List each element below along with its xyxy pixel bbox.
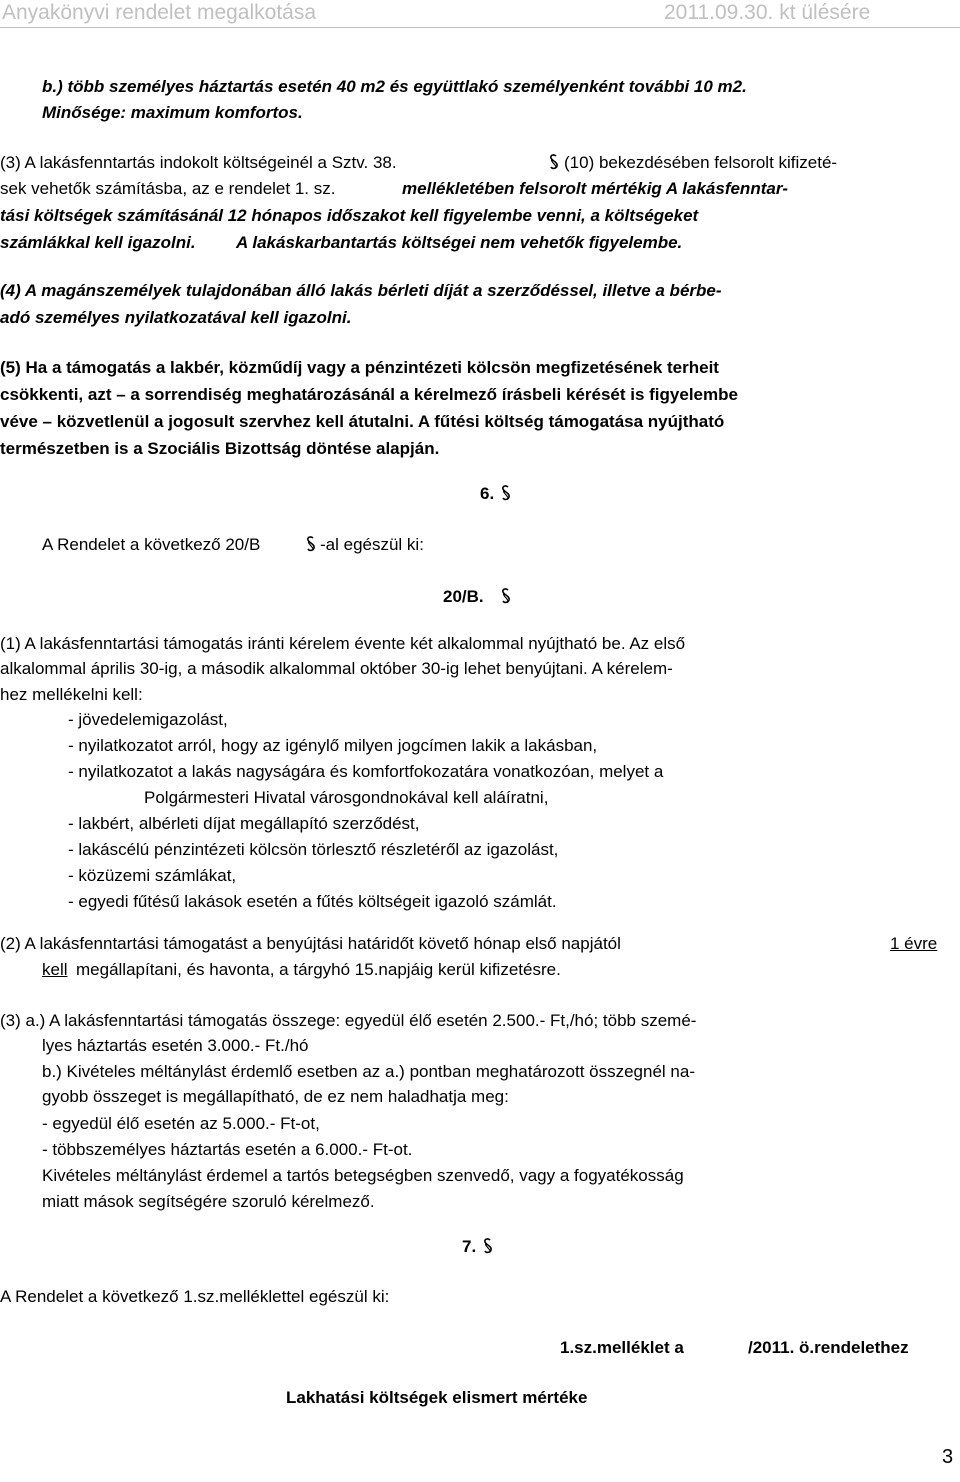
p20b-1-line-2: alkalommal április 30-ig, a második alkalommal október 30-ig lehet benyújtani. A kérelem- xyxy=(0,659,673,678)
paragraph-3-line-3: tási költségek számításánál 12 hónapos időszakot kell figyelembe venni, a költségeket xyxy=(0,206,699,225)
annex-title-a: 1.sz.melléklet a xyxy=(560,1338,684,1357)
paragraph-3-line-2a: sek vehetők számításba, az e rendelet 1. sz. xyxy=(0,179,336,198)
p20b-3-line-5: - egyedül élő esetén az 5.000.- Ft-ot, xyxy=(42,1114,320,1133)
p20b-3-line-6: - többszemélyes háztartás esetén a 6.000.- Ft-ot. xyxy=(42,1140,413,1159)
section-20b-title: 20/B. xyxy=(443,587,484,606)
section-sign-icon xyxy=(305,535,317,560)
p20b-3-line-8: miatt mások segítségére szoruló kérelmező. xyxy=(42,1192,375,1211)
p20b-3-line-7: Kivételes méltánylást érdemel a tartós betegségben szenvedő, vagy a fogyatékosság xyxy=(42,1166,684,1185)
list-item: - lakbért, albérleti díjat megállapító szerződést, xyxy=(68,814,420,833)
p20b-2-underline-1: 1 évre xyxy=(890,934,938,953)
page-header xyxy=(0,0,960,28)
list-item: - közüzemi számlákat, xyxy=(68,866,237,885)
p20b-2-underline-2: kell xyxy=(42,960,68,979)
section-6-number: 6. xyxy=(480,484,495,503)
p20b-1-line-1: (1) A lakásfenntartási támogatás iránti kérelem évente két alkalommal nyújtható be. Az első xyxy=(0,634,686,653)
section-sign-icon xyxy=(482,1237,494,1262)
paragraph-3-line-1b: (10) bekezdésében felsorolt kifizeté- xyxy=(564,153,838,172)
list-item: - egyedi fűtésű lakások esetén a fűtés költségeit igazoló számlát. xyxy=(68,892,557,911)
paragraph-5-line-4: természetben is a Szociális Bizottság döntése alapján. xyxy=(0,439,440,458)
paragraph-5-line-2: csökkenti, azt – a sorrendiség meghatározásánál a kérelmező írásbeli kérését is figyelembe xyxy=(0,385,738,404)
section-7-number: 7. xyxy=(462,1237,477,1256)
section-6-intro-a: A Rendelet a következő 20/B xyxy=(42,535,261,554)
paragraph-3-line-2b: mellékletében felsorolt mértékig A lakásfenntar- xyxy=(402,179,789,198)
paragraph-3-line-4b: A lakáskarbantartás költségei nem vehetők figyelembe. xyxy=(236,233,683,252)
section-6-intro-b: -al egészül ki: xyxy=(320,535,424,554)
section-b-line-1: b.) több személyes háztartás esetén 40 m2 és együttlakó személyenként további 10 m2. xyxy=(42,77,747,96)
list-item: - nyilatkozatot a lakás nagyságára és komfortfokozatára vonatkozóan, melyet a xyxy=(68,762,664,781)
paragraph-3-line-4a: számlákkal kell igazolni. xyxy=(0,233,196,252)
section-b-line-2: Minősége: maximum komfortos. xyxy=(42,103,303,122)
p20b-3-line-3: b.) Kivételes méltánylást érdemlő esetben az a.) pontban meghatározott összegnél na- xyxy=(42,1062,695,1081)
p20b-3-line-1: (3) a.) A lakásfenntartási támogatás összege: egyedül élő esetén 2.500.- Ft,/hó; több szemé- xyxy=(0,1011,697,1030)
section-sign-icon xyxy=(500,587,512,612)
paragraph-4-line-2: adó személyes nyilatkozatával kell igazolni. xyxy=(0,308,352,327)
section-sign-icon xyxy=(500,484,512,509)
list-item: - jövedelemigazolást, xyxy=(68,710,228,729)
list-item: - lakáscélú pénzintézeti kölcsön törlesztő részletéről az igazolást, xyxy=(68,840,559,859)
paragraph-3-line-1a: (3) A lakásfenntartás indokolt költségeinél a Sztv. 38. xyxy=(0,153,397,172)
paragraph-4-line-1: (4) A magánszemélyek tulajdonában álló lakás bérleti díját a szerződéssel, illetve a bérbe- xyxy=(0,281,722,300)
header-divider xyxy=(0,27,960,28)
list-item: - nyilatkozatot arról, hogy az igénylő milyen jogcímen lakik a lakásban, xyxy=(68,736,598,755)
paragraph-3 xyxy=(0,153,958,275)
p20b-3-line-2: lyes háztartás esetén 3.000.- Ft./hó xyxy=(42,1036,309,1055)
p20b-2-line-1: (2) A lakásfenntartási támogatást a benyújtási határidőt követő hónap első napjától xyxy=(0,934,621,953)
p20b-3-line-4: gyobb összeget is megállapítható, de ez nem haladhatja meg: xyxy=(42,1087,509,1106)
page-number: 3 xyxy=(942,1446,954,1468)
list-item-continuation: Polgármesteri Hivatal városgondnokával kell aláíratni, xyxy=(144,788,549,807)
annex-subtitle: Lakhatási költségek elismert mértéke xyxy=(286,1388,588,1407)
paragraph-5-line-1: (5) Ha a támogatás a lakbér, közműdíj vagy a pénzintézeti kölcsön megfizetésének terheit xyxy=(0,358,719,377)
p20b-2-line-2: megállapítani, és havonta, a tárgyhó 15.napjáig kerül kifizetésre. xyxy=(76,960,561,979)
paragraph-5-line-3: véve – közvetlenül a jogosult szervhez kell átutalni. A fűtési költség támogatása nyújtható xyxy=(0,412,725,431)
section-7-intro: A Rendelet a következő 1.sz.melléklettel egészül ki: xyxy=(0,1287,390,1306)
section-sign-icon xyxy=(548,153,560,178)
header-date: 2011.09.30. kt ülésére xyxy=(664,1,871,24)
annex-title-b: /2011. ö.rendelethez xyxy=(748,1338,909,1357)
header-title: Anyakönyvi rendelet megalkotása xyxy=(2,1,317,24)
p20b-1-line-3: hez mellékelni kell: xyxy=(0,685,143,704)
